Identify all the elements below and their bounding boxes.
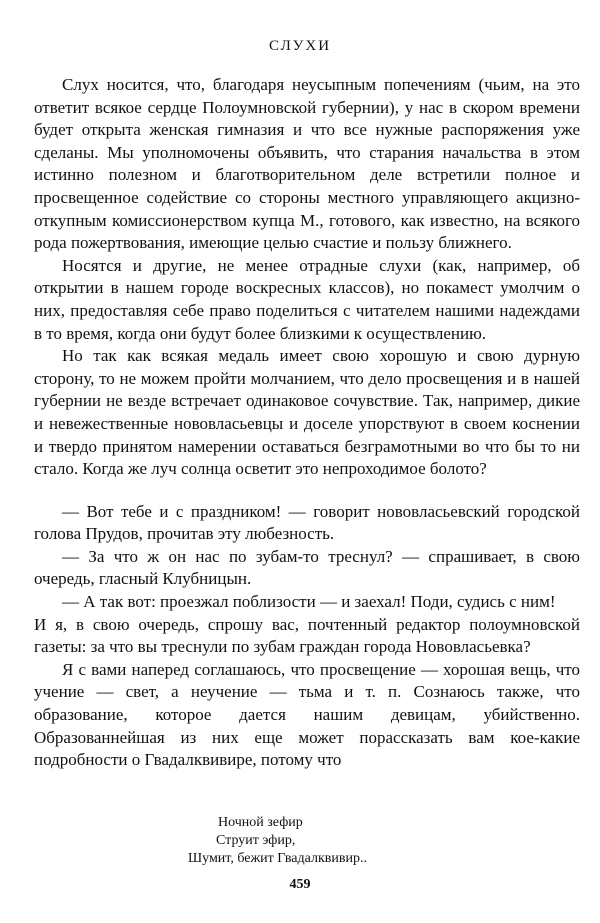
page-title: СЛУХИ xyxy=(268,38,332,54)
paragraph-3: Но так как всякая медаль имеет свою хорошую и свою дурную сторону, то не можем пройти молчанием, что дело просвещения и в нашей губернии не везде встречает одинаковое сочувствие. Так, например, дикие и невежественные нововласьевцы и доселе упорствуют в своем коснении и твердо принятом намерении оставаться безграмотными во что бы то ни стало. Когда же луч солнца осветит это непроходимое болото? xyxy=(34,346,580,479)
poem-line-2: Струит эфир, xyxy=(216,833,296,848)
paragraph-1: Слух носится, что, благодаря неусыпным попечениям (чьим, на это ответит всякое сердце Полоумновской губернии), у нас в скором времени будет открыта женская гимназия и что все нужные распоряжения уже сделаны. Мы уполномочены объявить, что старания начальства в этом истинно полезном и благотворительном деле встретили полное и просвещенное содействие со стороны местного управляющего акцизно-откупным комиссионерством купца М., готового, как известно, на всякого рода пожертвования, имеющие целью счастие и пользу ближнего. xyxy=(34,75,580,253)
paragraph-4: И я, в свою очередь, спрошу вас, почтенный редактор полоумновской газеты: за что вы треснули по зубам граждан города Нововласьевка? xyxy=(34,614,580,657)
article-body xyxy=(34,74,580,772)
dialogue-line-3: — А так вот: проезжал поблизости — и заехал! Поди, судись с ним! xyxy=(62,592,556,612)
page-number: 459 xyxy=(289,877,311,892)
paragraph-2: Носятся и другие, не менее отрадные слухи (как, например, об открытии в нашем городе воскресных классов), но покамест умолчим о них, предоставляя себе право поделиться с читателем нашими надеждами в то время, когда они будут более близкими к осуществлению. xyxy=(34,255,580,343)
paragraph-5: Я с вами наперед соглашаюсь, что просвещение — хорошая вещь, что учение — свет, а неучение — тьма и т. п. Сознаюсь также, что образование, которое дается нашим девицам, убийственно. Образованнейшая из них еще может порассказать вам кое-какие подробности о Гвадалквивире, потому что xyxy=(34,659,580,770)
poem-line-3: Шумит, бежит Гвадалквивир.. xyxy=(188,851,367,866)
dialogue-line-2: — За что ж он нас по зубам-то треснул? — спрашивает, в свою очередь, гласный Клубницын. xyxy=(34,546,580,589)
poem-line-1: Ночной зефир xyxy=(218,815,303,830)
poem-quote xyxy=(160,814,460,868)
dialogue-line-1: — Вот тебе и с праздником! — говорит нововласьевский городской голова Прудов, прочитав эту любезность. xyxy=(34,501,580,544)
